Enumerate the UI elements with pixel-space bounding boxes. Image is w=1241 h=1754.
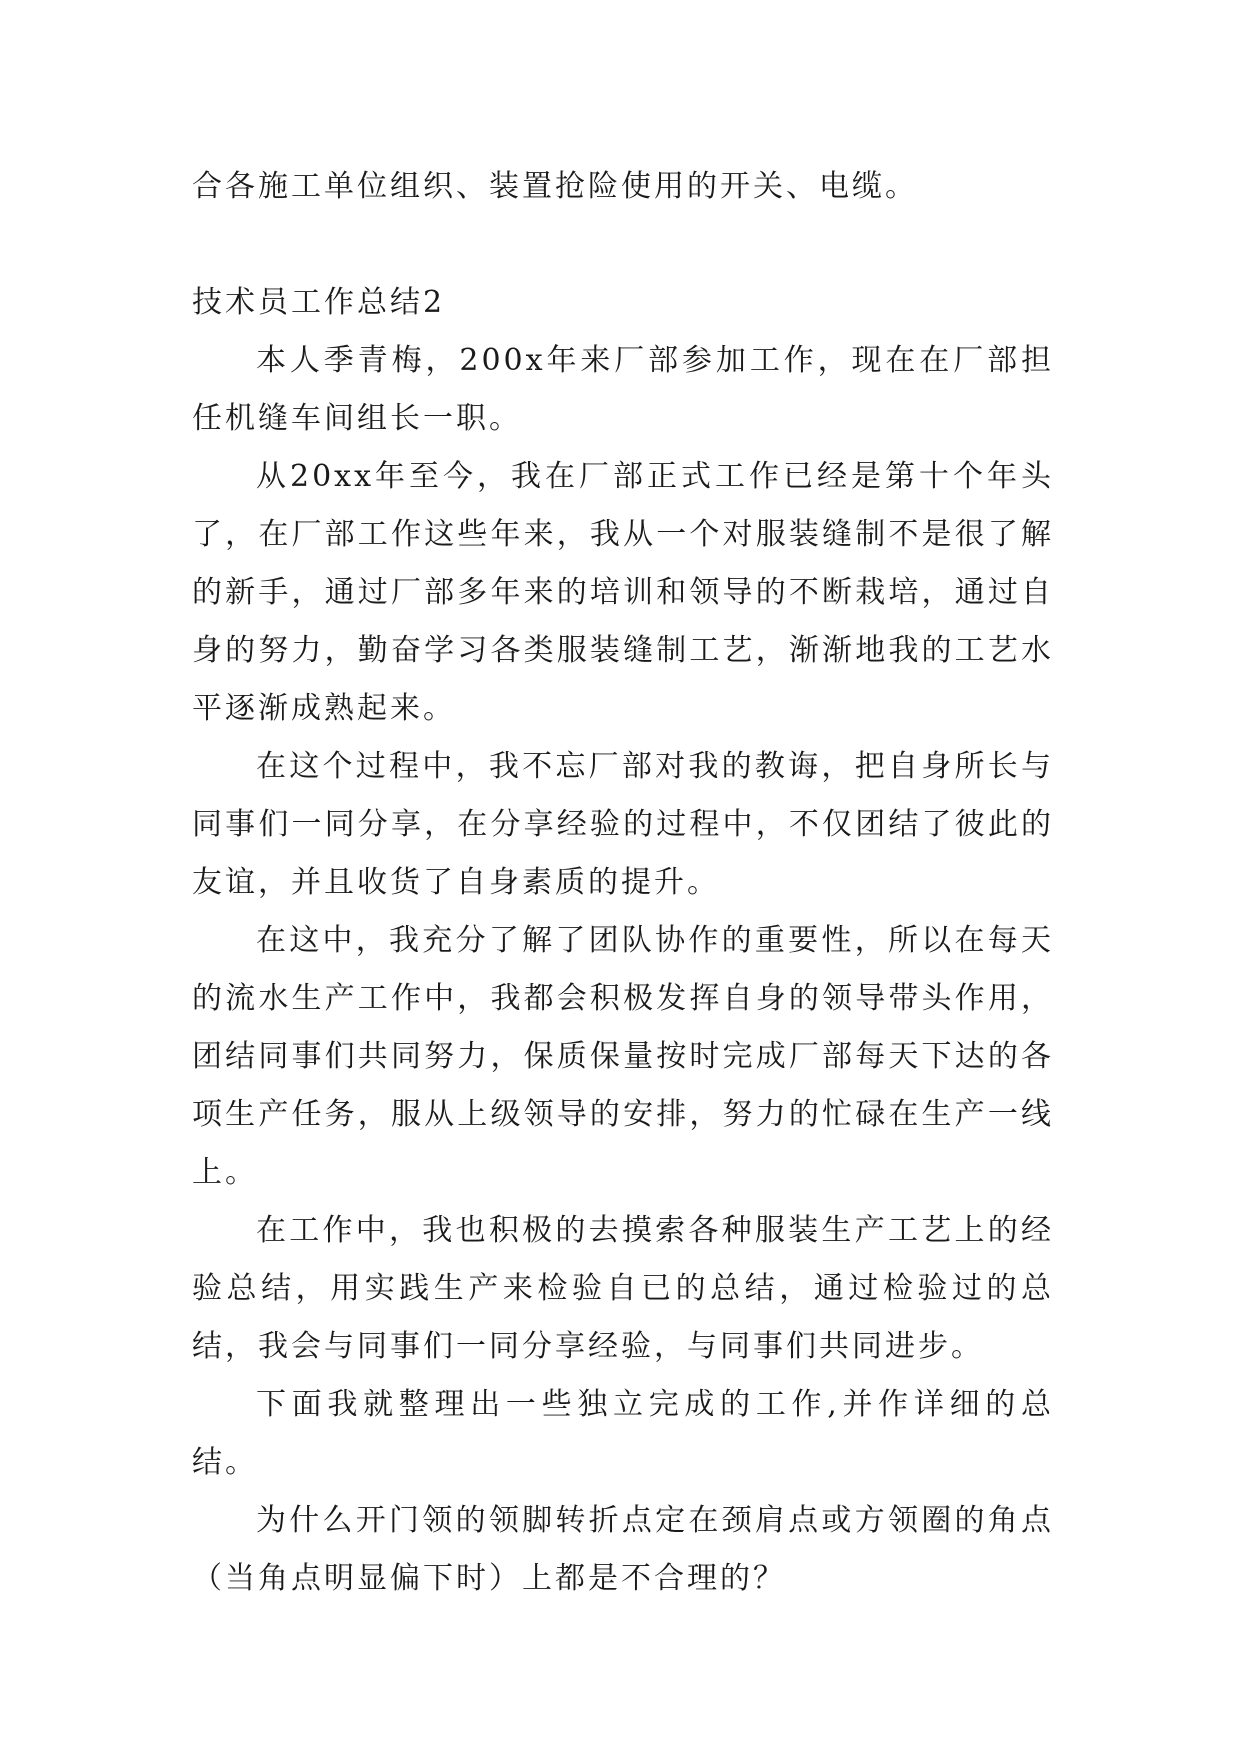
paragraph-6: 下面我就整理出一些独立完成的工作,并作详细的总结。 — [192, 1387, 1054, 1480]
paragraph-2: 从20xx年至今，我在厂部正式工作已经是第十个年头了，在厂部工作这些年来，我从一个对服装缝制不是很了解的新手，通过厂部多年来的培训和领导的不断栽培，通过自身的努力，勤奋学习各类服装缝制工艺，渐渐地我的工艺水平逐渐成熟起来。 — [192, 459, 1054, 726]
paragraph-7: 为什么开门领的领脚转折点定在颈肩点或方领圈的角点（当角点明显偏下时）上都是不合理的？ — [192, 1503, 1054, 1596]
continuation-paragraph: 合各施工单位组织、装置抢险使用的开关、电缆。 — [192, 169, 918, 204]
paragraph-3: 在这个过程中，我不忘厂部对我的教诲，把自身所长与同事们一同分享，在分享经验的过程中，不仅团结了彼此的友谊，并且收货了自身素质的提升。 — [192, 749, 1054, 900]
paragraph-4: 在这中，我充分了解了团队协作的重要性，所以在每天的流水生产工作中，我都会积极发挥自身的领导带头作用，团结同事们共同努力，保质保量按时完成厂部每天下达的各项生产任务，服从上级领导的安排，努力的忙碌在生产一线上。 — [192, 923, 1054, 1190]
paragraph-1: 本人季青梅，200x年来厂部参加工作，现在在厂部担任机缝车间组长一职。 — [192, 343, 1054, 436]
document-body — [192, 158, 1054, 1608]
paragraph-5: 在工作中，我也积极的去摸索各种服装生产工艺上的经验总结，用实践生产来检验自已的总结，通过检验过的总结，我会与同事们一同分享经验，与同事们共同进步。 — [192, 1213, 1054, 1364]
section-title: 技术员工作总结2 — [192, 285, 446, 320]
